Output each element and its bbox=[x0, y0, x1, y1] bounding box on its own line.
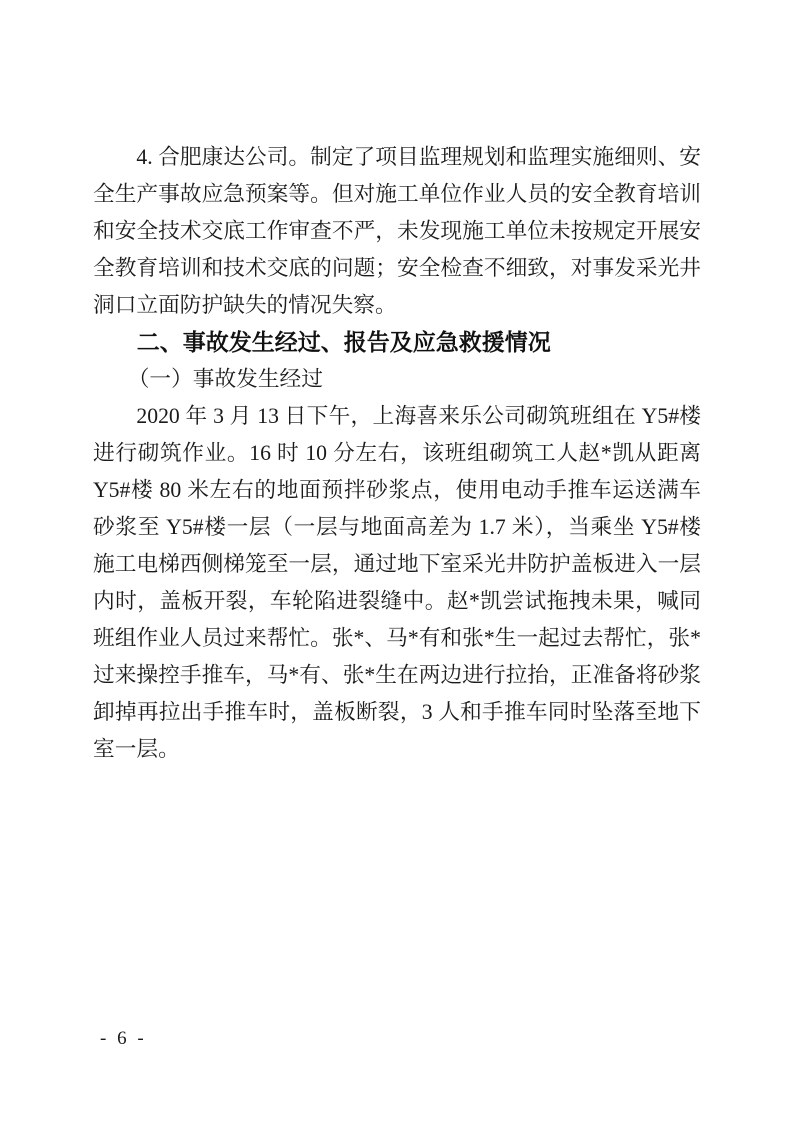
document-body bbox=[93, 139, 701, 768]
subsection-heading-accident-process: （一）事故发生经过 bbox=[127, 367, 323, 391]
page-number: - 6 - bbox=[100, 1028, 147, 1049]
section-heading-accident-course: 二、事故发生经过、报告及应急救援情况 bbox=[136, 329, 551, 355]
paragraph-supervision-findings: 4. 合肥康达公司。制定了项目监理规划和监理实施细则、安全生产事故应急预案等。但对施工单位作业人员的安全教育培训和安全技术交底工作审查不严，未发现施工单位未按规定开展安全教育培训和技术交底的问题；安全检查不细致，对事发采光井洞口立面防护缺失的情况失察。 bbox=[93, 145, 701, 317]
paragraph-accident-narrative: 2020 年 3 月 13 日下午，上海喜来乐公司砌筑班组在 Y5#楼进行砌筑作业。16 时 10 分左右，该班组砌筑工人赵*凯从距离 Y5#楼 80 米左右的地面预拌砂浆点，使用电动手推车运送满车砂浆至 Y5#楼一层（一层与地面高差为 1.7 米），当乘坐 Y5#楼施工电梯西侧梯笼至一层，通过地下室采光井防护盖板进入一层内时，盖板开裂，车轮陷进裂缝中。赵*凯尝试拖拽未果，喊同班组作业人员过来帮忙。张*、马*有和张*生一起过去帮忙，张*过来操控手推车，马*有、张*生在两边进行拉抬，正准备将砂浆卸掉再拉出手推车时，盖板断裂，3 人和手推车同时坠落至地下室一层。 bbox=[93, 404, 701, 761]
